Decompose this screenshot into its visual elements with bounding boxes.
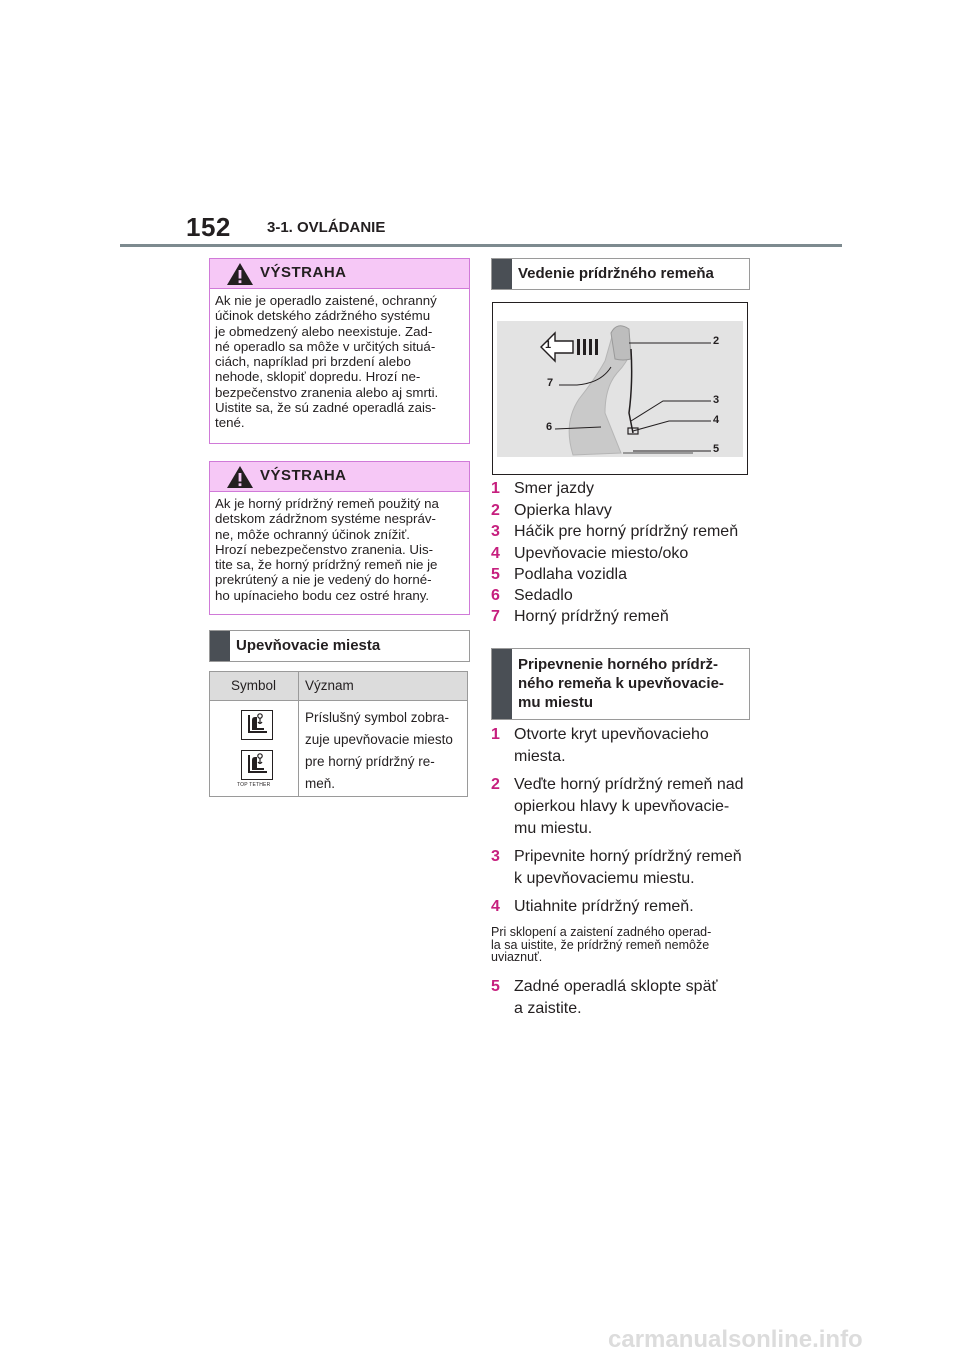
step-text: Pripevnite horný prídržný remeň: [514, 848, 742, 865]
meaning-line: Príslušný symbol zobra-: [305, 710, 450, 725]
step-text: Zadné operadlá sklopte späť: [514, 978, 718, 995]
legend-number: 2: [491, 502, 500, 519]
section-heading-routing: [491, 258, 750, 290]
warning-line: tite sa, že horný prídržný remeň nie je: [215, 557, 438, 573]
warning-line: né operadlo sa môže v určitých situá-: [215, 338, 436, 354]
section-bar: [210, 631, 230, 661]
step-number: 2: [491, 776, 500, 793]
steps-list: [491, 726, 753, 1026]
warning-line: ne, môže ochranný účinok znížiť.: [215, 526, 410, 542]
warning-line: tené.: [215, 415, 245, 431]
section-title-attach-1: Pripevnenie horného prídrž-: [518, 656, 719, 673]
callout-7: 7: [547, 377, 554, 389]
section-title: 3-1. OVLÁDANIE: [267, 219, 386, 236]
header-rule: [120, 244, 842, 247]
seat-strap-illustration: [493, 303, 747, 474]
warning-line: ho upínacieho bodu cez ostré hrany.: [215, 587, 430, 603]
note-line: la sa uistite, že prídržný remeň nemôže: [491, 937, 710, 952]
warning-line: bezpečenstvo zranenia alebo aj smrti.: [215, 384, 439, 400]
meaning-line: zuje upevňovacie miesto: [305, 732, 453, 747]
legend-number: 1: [491, 480, 500, 497]
symbol-table: [209, 671, 468, 797]
step-text: k upevňovaciemu miestu.: [514, 870, 695, 887]
step-text: a zaistite.: [514, 1000, 582, 1017]
table-header-symbol: Symbol: [231, 678, 277, 693]
legend-number: 3: [491, 523, 500, 540]
warning-line: Uistite sa, že sú zadné operadlá zais-: [215, 400, 436, 416]
step-text: Veďte horný prídržný remeň nad: [514, 776, 744, 793]
step-text: miesta.: [514, 748, 566, 765]
section-heading-attach: [491, 648, 750, 720]
section-title-attach-2: ného remeňa k upevňovacie-: [518, 675, 724, 692]
warning-title: VÝSTRAHA: [260, 264, 347, 281]
legend-number: 4: [491, 545, 500, 562]
step-text: mu miestu.: [514, 820, 593, 837]
legend-text: Opierka hlavy: [514, 502, 612, 519]
meaning-line: pre horný prídržný re-: [305, 754, 435, 769]
warning-header: [210, 462, 469, 492]
legend-text: Podlaha vozidla: [514, 566, 627, 583]
routing-diagram: [492, 302, 748, 475]
child-seat-anchor-icon: [241, 710, 273, 740]
callout-4: 4: [713, 414, 720, 426]
note-text: [491, 926, 711, 964]
top-tether-label: TOP TETHER: [237, 782, 271, 788]
section-bar: [492, 259, 512, 289]
legend-number: 6: [491, 587, 500, 604]
section-title-routing: Vedenie prídržného remeňa: [518, 265, 714, 282]
table-header-meaning: Význam: [305, 678, 354, 693]
warning-line: Hrozí nebezpečenstvo zranenia. Uis-: [215, 541, 434, 557]
table-meaning-text: [305, 707, 453, 795]
table-col-divider: [298, 672, 299, 796]
legend-number: 5: [491, 566, 500, 583]
section-title-attach-3: mu miestu: [518, 694, 594, 711]
callout-5: 5: [713, 443, 720, 455]
warning-triangle-icon: [226, 465, 254, 489]
warning-line: detskom zádržnom systéme nespráv-: [215, 511, 436, 527]
legend-text: Sedadlo: [514, 587, 573, 604]
legend-text: Upevňovacie miesto/oko: [514, 545, 689, 562]
page-number: 152: [186, 212, 231, 242]
callout-2: 2: [713, 335, 720, 347]
warning-line: je obmedzený alebo neexistuje. Zad-: [215, 323, 433, 339]
warning-line: nehode, sklopiť dopredu. Hrozí ne-: [215, 369, 421, 385]
warning-box-2: [209, 461, 470, 615]
warning-line: ciách, napríklad pri brzdení alebo: [215, 354, 411, 370]
step-text: Utiahnite prídržný remeň.: [514, 898, 694, 915]
top-tether-icon: [241, 750, 273, 780]
section-heading-anchors: [209, 630, 470, 662]
step-number: 1: [491, 726, 500, 743]
section-bar: [492, 649, 512, 719]
warning-line: Ak nie je operadlo zaistené, ochranný: [215, 293, 437, 308]
meaning-line: meň.: [305, 776, 336, 791]
step-text: Otvorte kryt upevňovacieho: [514, 726, 709, 743]
callout-1: 1: [545, 339, 552, 351]
legend-number: 7: [491, 608, 500, 625]
table-row-divider: [210, 700, 467, 701]
legend-text: Háčik pre horný prídržný remeň: [514, 523, 739, 540]
legend-text: Horný prídržný remeň: [514, 608, 669, 625]
warning-text: [210, 289, 469, 431]
warning-line: účinok detského zádržného systému: [215, 308, 431, 324]
note-line: uviaznuť.: [491, 950, 543, 964]
section-title-anchors: Upevňovacie miesta: [236, 637, 381, 654]
warning-header: [210, 259, 469, 289]
note-line: Pri sklopení a zaistení zadného operad-: [491, 925, 712, 939]
step-text: opierkou hlavy k upevňovacie-: [514, 798, 730, 815]
diagram-legend: [491, 480, 751, 630]
warning-box-1: [209, 258, 470, 444]
warning-line: prekrútený a nie je vedený do horné-: [215, 572, 432, 588]
step-number: 5: [491, 978, 500, 995]
warning-title: VÝSTRAHA: [260, 467, 347, 484]
warning-line: Ak je horný prídržný remeň použitý na: [215, 496, 439, 511]
watermark: carmanualsonline.info: [608, 1326, 863, 1353]
step-number: 4: [491, 898, 500, 915]
step-number: 3: [491, 848, 500, 865]
warning-text: [210, 492, 469, 603]
callout-6: 6: [546, 421, 553, 433]
warning-triangle-icon: [226, 262, 254, 286]
legend-text: Smer jazdy: [514, 480, 595, 497]
callout-3: 3: [713, 394, 720, 406]
symbol-icon-box: [237, 710, 273, 788]
